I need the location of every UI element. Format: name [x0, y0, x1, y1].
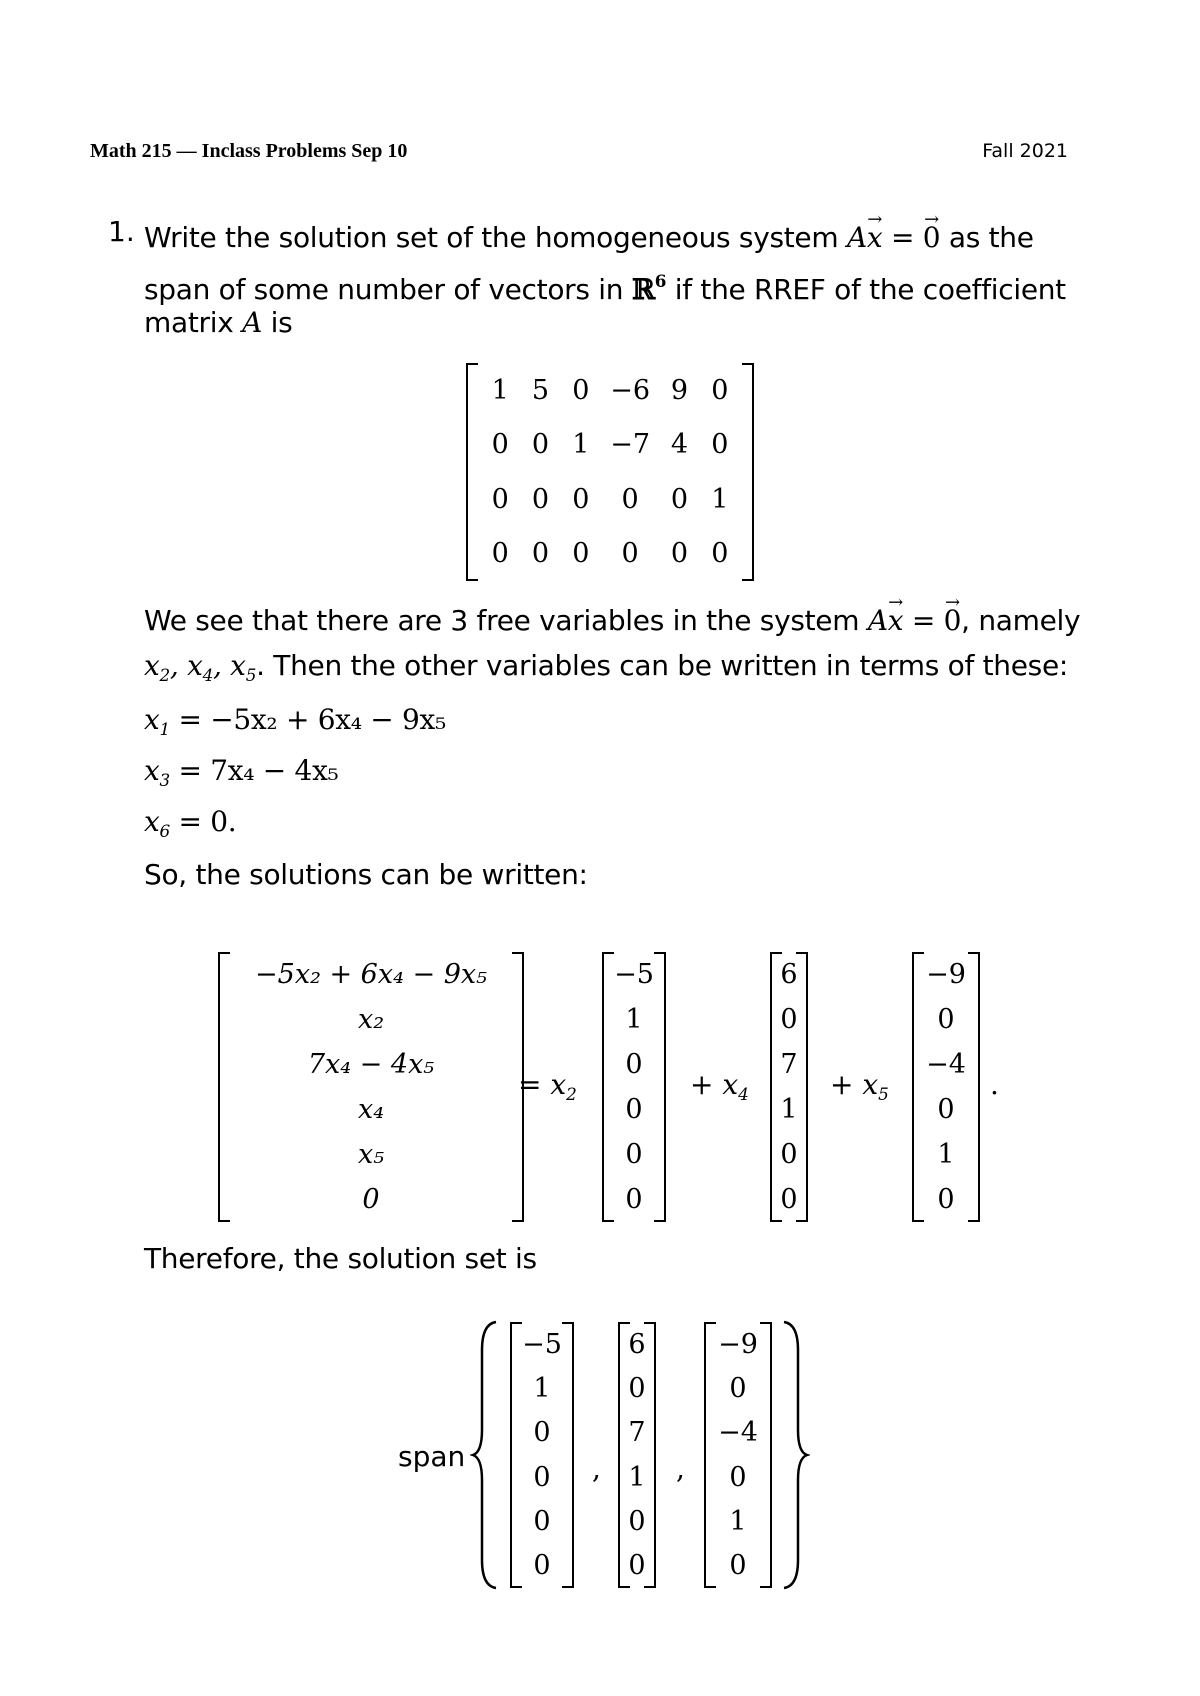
- rref-cell: 0: [572, 483, 590, 515]
- problem-line-2: span of some number of vectors in ℝ$^6$ if the RREF of the coefficient: [144, 271, 1066, 306]
- term-label: Fall 2021: [982, 140, 1068, 162]
- rref-row: [480, 375, 740, 406]
- problem-line-1: Write the solution set of the homogeneous system A→ x = → 0 as the: [144, 215, 1034, 261]
- problem-number: 1.: [108, 215, 135, 248]
- vector-entry: 7: [628, 1417, 646, 1449]
- vector-entry: 0: [625, 1094, 643, 1125]
- vector-entry: 0: [780, 1184, 798, 1215]
- rref-cell: 0: [491, 429, 509, 461]
- coef-x4: + $x_4$: [690, 1068, 749, 1104]
- vector-entry: 1: [628, 1461, 646, 1493]
- vector-entry: 0: [625, 1139, 643, 1170]
- vector-entry: −9: [926, 959, 966, 990]
- rref-cell: 1: [491, 374, 509, 406]
- rref-cell: 0: [572, 374, 590, 406]
- vector-entry: 0: [628, 1550, 646, 1582]
- explanation-line-2: $x_2$, $x_4$, $x_5$. Then the other variables can be written in terms of these:: [144, 649, 1069, 685]
- rref-cell: 0: [711, 374, 729, 406]
- vector-entry: −5: [522, 1328, 562, 1360]
- vector-entry: 0: [533, 1550, 551, 1582]
- rref-row: [480, 429, 740, 460]
- rref-cell: 0: [491, 483, 509, 515]
- vector-entry: 0: [937, 1004, 955, 1035]
- vector-entry: 1: [780, 1094, 798, 1125]
- rref-cell: 0: [491, 538, 509, 570]
- vector-entry: 0: [625, 1184, 643, 1215]
- rref-cell: −7: [610, 429, 651, 461]
- vector-entry: −9: [718, 1328, 758, 1360]
- comma-2: ,: [676, 1452, 685, 1485]
- coef-x5: + $x_5$: [830, 1068, 889, 1104]
- vector-entry: 1: [533, 1372, 551, 1404]
- rref-cell: 0: [572, 538, 590, 570]
- vector-entry: 1: [625, 1004, 643, 1035]
- span-label: span: [398, 1440, 466, 1473]
- rref-cell: 0: [621, 483, 639, 515]
- rref-cell: 4: [670, 429, 689, 461]
- equation-x3: $x_3 = 7x_4 - 4x_5$: [144, 754, 339, 790]
- vector-entry: −5x₂ + 6x₄ − 9x₅: [255, 959, 487, 990]
- rref-cell: 0: [531, 483, 550, 515]
- vector-entry: 0: [729, 1461, 747, 1493]
- vector-entry: 0: [729, 1372, 747, 1404]
- span-vector-v2: [618, 1322, 656, 1588]
- vector-entry: 0: [780, 1004, 798, 1035]
- vector-entry: 0: [780, 1139, 798, 1170]
- span-vector-v1: [510, 1322, 574, 1588]
- vector-entry: 0: [937, 1094, 955, 1125]
- vector-entry: 6: [780, 959, 798, 990]
- vector-entry: 0: [937, 1184, 955, 1215]
- problem-line-3: matrix A is: [144, 306, 293, 339]
- rref-cell: −6: [610, 374, 651, 406]
- vector-entry: 0: [362, 1184, 380, 1215]
- span-vector-v3: [704, 1322, 772, 1588]
- vector-entry: 1: [729, 1505, 747, 1537]
- vector-v2: [770, 952, 808, 1222]
- vector-entry: 0: [533, 1505, 551, 1537]
- explanation-line-1: We see that there are 3 free variables in the system A→ x = → 0, namely: [144, 598, 1080, 644]
- rref-cell: 0: [531, 538, 550, 570]
- vector-entry: −5: [614, 959, 654, 990]
- rref-cell: 0: [711, 538, 729, 570]
- therefore-line: Therefore, the solution set is: [144, 1242, 537, 1275]
- vector-entry: 0: [729, 1550, 747, 1582]
- rref-cell: 0: [670, 483, 689, 515]
- vector-entry: 0: [625, 1049, 643, 1080]
- coef-x2: = $x_2$: [518, 1068, 577, 1104]
- course-title: Math 215 — Inclass Problems Sep 10: [90, 140, 408, 162]
- right-brace-icon: [780, 1320, 810, 1590]
- vector-entry: x₅: [357, 1139, 385, 1170]
- rref-cell: 1: [711, 483, 729, 515]
- rref-cell: 1: [572, 429, 590, 461]
- rref-cell: 0: [670, 538, 689, 570]
- vector-entry: x₂: [357, 1004, 385, 1035]
- vector-entry: 7: [780, 1049, 798, 1080]
- vector-v3: [912, 952, 980, 1222]
- vector-entry: 6: [628, 1328, 646, 1360]
- equation-x6: $x_6 = 0$.: [144, 805, 237, 841]
- vector-entry: −4: [926, 1049, 966, 1080]
- solutions-intro: So, the solutions can be written:: [144, 858, 588, 891]
- rref-cell: 0: [531, 429, 550, 461]
- rref-cell: 0: [711, 429, 729, 461]
- vector-entry: 1: [937, 1139, 955, 1170]
- rref-cell: 5: [531, 374, 550, 406]
- rref-matrix: [466, 363, 754, 581]
- vector-v1: [602, 952, 666, 1222]
- vector-entry: 0: [628, 1505, 646, 1537]
- vector-entry: 0: [628, 1372, 646, 1404]
- period: .: [990, 1068, 999, 1101]
- lhs-vector: [218, 952, 524, 1222]
- comma-1: ,: [592, 1452, 601, 1485]
- vector-entry: 0: [533, 1461, 551, 1493]
- rref-cell: 0: [621, 538, 639, 570]
- vector-entry: 7x₄ − 4x₅: [307, 1049, 435, 1080]
- rref-row: [480, 484, 740, 515]
- left-brace-icon: [470, 1320, 500, 1590]
- rref-cell: 9: [670, 374, 689, 406]
- rref-row: [480, 538, 740, 569]
- vector-entry: −4: [718, 1417, 758, 1449]
- equation-x1: $x_1 = -5x_2 + 6x_4 - 9x_5$: [144, 703, 446, 739]
- vector-entry: x₄: [357, 1094, 385, 1125]
- vector-entry: 0: [533, 1417, 551, 1449]
